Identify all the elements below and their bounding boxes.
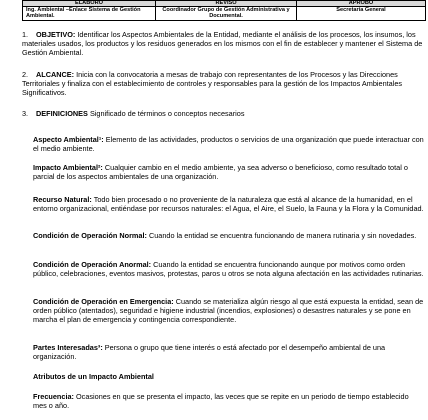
definition-frecuencia	[33, 392, 424, 410]
definition-term: Condición de Operación en Emergencia:	[33, 297, 174, 306]
definition-term: Condición de Operación Anormal:	[33, 260, 152, 269]
section-number: 3.	[22, 109, 29, 118]
section-number: 2.	[22, 70, 29, 79]
prepared-by-header: ELABORO	[23, 1, 156, 7]
definitions-section	[22, 109, 424, 118]
section-title: DEFINICIONES	[36, 109, 88, 118]
attributes-heading: Atributos de un Impacto Ambiental	[33, 372, 154, 381]
section-title: OBJETIVO:	[36, 30, 76, 39]
definition-term: Aspecto Ambiental¹:	[33, 135, 104, 144]
approval-values-row	[23, 7, 426, 21]
objective-section	[22, 30, 424, 57]
definition-partes-interesadas	[33, 343, 424, 361]
section-text: Inicia con la convocatoria a mesas de trabajo con representantes de los Procesos y las Direcciones Territoriales y finaliza con el establecimiento de controles y responsables para la gestión de los Impactos Ambientales Significativos.	[22, 70, 403, 97]
definition-recurso-natural	[33, 195, 424, 213]
definition-text: Cuando la entidad se encuentra funcionando de manera rutinaria y sin novedades.	[148, 231, 417, 240]
definition-text: Cualquier cambio en el medio ambiente, ya sea adverso o beneficioso, como resultado total o parcial de los aspectos ambientales de una organización.	[33, 163, 408, 181]
section-number: 1.	[22, 30, 29, 39]
definition-text: Persona o grupo que tiene interés o está afectado por el desempeño ambiental de una organización.	[33, 343, 386, 361]
definition-term: Condición de Operación Normal:	[33, 231, 147, 240]
definition-term: Frecuencia:	[33, 392, 74, 401]
scope-section	[22, 70, 424, 97]
definition-term: Recurso Natural:	[33, 195, 92, 204]
definition-term: Impacto Ambiental²:	[33, 163, 103, 172]
reviewed-by-value: Coordinador Grupo de Gestión Administrativa y Documental.	[155, 7, 296, 21]
definition-aspecto-ambiental	[33, 135, 424, 153]
approved-by-header: APROBO	[297, 1, 426, 7]
definition-operacion-emergencia	[33, 297, 424, 324]
definition-text: Elemento de las actividades, productos o servicios de una organización que puede interactuar con el medio ambiente.	[33, 135, 424, 153]
approved-by-value: Secretaría General	[297, 7, 426, 21]
definition-text: Ocasiones en que se presenta el impacto, las veces que se repite en un periodo de tiempo establecido mes o año.	[33, 392, 409, 410]
prepared-by-value: Ing. Ambiental –Enlace Sistema de Gestión Ambiental.	[23, 7, 156, 21]
definition-impacto-ambiental	[33, 163, 424, 181]
section-text: Significado de términos o conceptos necesarios	[89, 109, 245, 118]
reviewed-by-header: REVISO	[155, 1, 296, 7]
definition-text: Cuando la entidad se encuentra funcionando aunque por motivos como orden público, celebraciones, eventos masivos, protestas, paros u otros se nota alguna afectación en las actividades rutinarias.	[33, 260, 424, 278]
definition-term: Partes Interesadas³:	[33, 343, 103, 352]
approval-table	[22, 0, 426, 21]
definition-text: Cuando se materializa algún riesgo al que está expuesta la entidad, sean de orden público (atentados), seguridad e higiene industrial (incendios, explosiones) o desastres naturales y se pone en marcha el plan de emergencia y contingencia correspondiente.	[33, 297, 424, 324]
definition-operacion-anormal	[33, 260, 424, 278]
approval-header-row	[23, 1, 426, 7]
section-text: Identificar los Aspectos Ambientales de la Entidad, mediante el análisis de los procesos, los insumos, los materiales usados, los productos y los residuos generados en los mismos con el fin de establecer y mantener el Sistema de Gestión Ambiental.	[22, 30, 423, 57]
definition-text: Todo bien procesado o no proveniente de la naturaleza que está al alcance de la humanidad, en el entorno organizacional, entiéndase por recursos naturales: el Agua, el Aire, el Suelo, la Fauna y la Flora y la Comunidad.	[33, 195, 424, 213]
definition-operacion-normal	[33, 231, 424, 240]
section-title: ALCANCE:	[36, 70, 75, 79]
